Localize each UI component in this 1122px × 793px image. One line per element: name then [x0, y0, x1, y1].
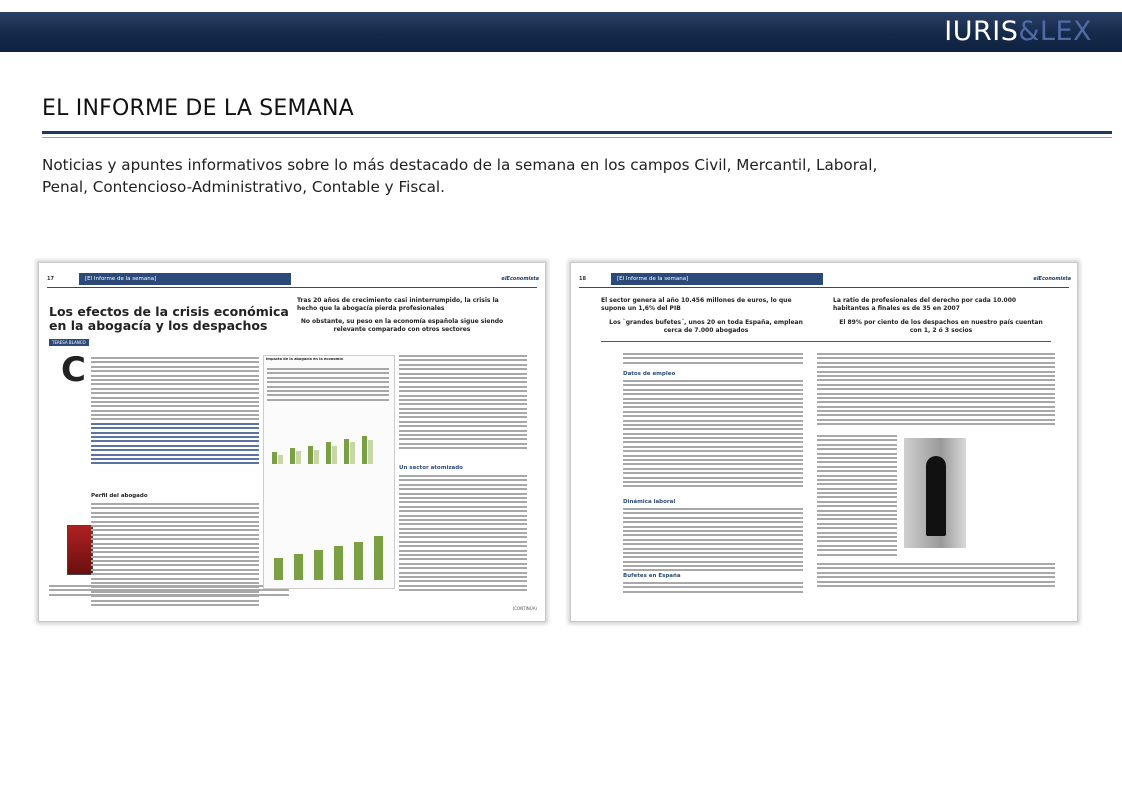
- article-headline: Los efectos de la crisis económica en la abogacía y los despachos: [49, 304, 289, 333]
- article-continue-label: (CONTINÚA): [512, 606, 537, 611]
- article-text-col3-top: [399, 355, 527, 452]
- title-rule: [42, 131, 1112, 134]
- spread-section-label: [El Informe de la semana]: [79, 273, 291, 285]
- article-text-col2-top: [817, 353, 1055, 428]
- article-text-col1-a: [623, 353, 803, 366]
- logo-accent: &LEX: [1018, 16, 1092, 47]
- article-dropcap: C: [61, 350, 86, 390]
- chart-title: Impacto de la abogacía en la economía: [266, 357, 343, 361]
- article-deck-2: No obstante, su peso en la economía española sigue siendo relevante comparado con otros sectores: [300, 318, 504, 333]
- deck-right: La ratio de profesionales del derecho por cada 10.000 habitantes a finales es de 35 en 2007: [833, 297, 1017, 312]
- spread-section-label: [El Informe de la semana]: [611, 273, 823, 285]
- spread-page-number: 18: [579, 276, 586, 282]
- article-text-col1-b: [623, 380, 803, 490]
- silhouette-figure: [926, 456, 946, 536]
- article-subhead-2: Un sector atomizado: [399, 465, 463, 471]
- book-cover-image: [67, 525, 93, 575]
- header-bar: [0, 12, 1122, 52]
- spread-brand: elEconomista: [1033, 276, 1071, 282]
- subhead-dinamica-laboral: Dinámica laboral: [623, 499, 676, 505]
- page-description: Noticias y apuntes informativos sobre lo más destacado de la semana en los campos Civil, Mercantil, Laboral, Penal, Contencioso-Administrativo, Contable y Fiscal.: [42, 156, 878, 196]
- spread-header-rule: [47, 287, 537, 288]
- article-byline: TERESA BLANCO: [49, 339, 89, 346]
- article-text-col2-bottom: [817, 563, 1055, 589]
- subhead-datos-empleo: Datos de empleo: [623, 371, 676, 377]
- article-deck: Tras 20 años de crecimiento casi ininterrumpido, la crisis la hecho que la abogacía pierda profesionales: [297, 297, 499, 312]
- spread-brand: elEconomista: [501, 276, 539, 282]
- article-text-col2-mid: [817, 435, 897, 558]
- chart-bars-bottom: [264, 486, 394, 584]
- page-title: EL INFORME DE LA SEMANA: [42, 96, 354, 121]
- chart-bars-top: [264, 398, 394, 468]
- iuris-lex-logo: [944, 16, 1092, 47]
- economy-impact-chart: [263, 355, 395, 589]
- businessman-silhouette-photo: [904, 438, 966, 548]
- article-text-foot: [49, 585, 289, 598]
- deck-left-2: Los `grandes bufetes´, unos 20 en toda España, emplean cerca de 7.000 abogados: [609, 319, 803, 334]
- newspaper-spread-right: [570, 262, 1078, 622]
- subhead-bufetes: Bufetes en España: [623, 573, 681, 579]
- article-text-col1-c: [623, 508, 803, 574]
- newspaper-spread-left: [38, 262, 546, 622]
- spread-header-rule: [579, 287, 1069, 288]
- article-text-col1-top: [91, 357, 259, 467]
- deck-right-2: El 89% por ciento de los despachos en nuestro país cuentan con 1, 2 ó 3 socios: [839, 319, 1043, 334]
- deck-left: El sector genera al año 10.456 millones de euros, lo que supone un 1,6% del PIB: [601, 297, 792, 312]
- article-text-col1-d: [623, 582, 803, 595]
- article-text-col3-bottom: [399, 475, 527, 594]
- logo-main: IURIS: [944, 16, 1019, 47]
- title-rule-thin: [42, 137, 1112, 138]
- article-subhead: Perfil del abogado: [91, 493, 148, 499]
- deck-rule: [601, 341, 1051, 342]
- spread-page-number: 17: [47, 276, 54, 282]
